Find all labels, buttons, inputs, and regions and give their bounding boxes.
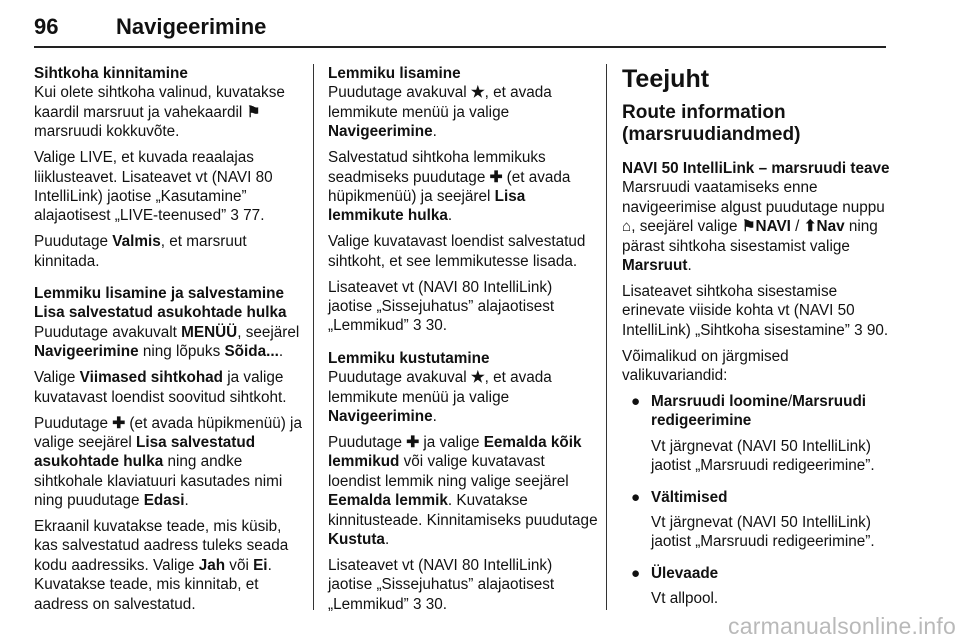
- plus-icon: ✚: [489, 168, 503, 186]
- page-reference[interactable]: 3 30.: [413, 595, 448, 613]
- paragraph: Lisateavet vt (NAVI 80 IntelliLink) jaotise „Sissejuhatus” alajaotisest „Lemmikud” 3 30.: [328, 278, 555, 335]
- column-3: [622, 64, 894, 621]
- page-number: 96: [34, 14, 59, 39]
- watermark: carmanualsonline.info: [728, 613, 956, 639]
- paragraph: Puudutage avakuval ★, et avada lemmikute menüü ja valige Navigeerimine.: [328, 84, 552, 141]
- section-heading-add-favourite: Lemmiku lisamine ja salvestamine: [34, 285, 284, 303]
- paragraph: Marsruudi vaatamiseks enne navigeerimise algust puudutage nuppu ⌂, seejärel valige ⚑NAVI / ⬆Nav ning pärast sihtkoha sisestamist valige Marsruut.: [622, 179, 885, 275]
- paragraph: Võimalikud on järgmised valikuvariandid:: [622, 347, 789, 385]
- options-list: [622, 392, 894, 609]
- paragraph: Puudutage avakuvalt MENÜÜ, seejärel Navigeerimine ning lõpuks Sõida....: [34, 323, 300, 361]
- list-item-description: Vt allpool.: [651, 590, 719, 608]
- home-icon: ⌂: [622, 218, 632, 236]
- section-heading-confirm-destination: Sihtkoha kinnitamine: [34, 65, 188, 82]
- bullet-icon: ●: [631, 488, 641, 506]
- paragraph: Salvestatud sihtkoha lemmikuks seadmiseks puudutage ✚ (et avada hüpikmenüü) ja seejärel Lisa lemmikute hulka.: [328, 149, 571, 225]
- list-item-description: Vt järgnevat (NAVI 50 IntelliLink) jaotist „Marsruudi redigeerimine”.: [651, 514, 875, 551]
- star-icon: ★: [470, 84, 485, 102]
- list-item: ● Marsruudi loomine/Marsruudi redigeerimine Vt järgnevat (NAVI 50 IntelliLink) jaotist „Marsruudi redigeerimine”.: [622, 392, 894, 476]
- flag-icon: ⚑: [246, 103, 261, 121]
- flag-icon: ⚑: [741, 218, 756, 236]
- subsection-heading: NAVI 50 IntelliLink – marsruudi teave: [622, 160, 890, 177]
- list-item-description: Vt järgnevat (NAVI 50 IntelliLink) jaotist „Marsruudi redigeerimine”.: [651, 437, 875, 475]
- column-divider-1: [313, 64, 314, 610]
- paragraph: Lisateavet vt (NAVI 80 IntelliLink) jaotise „Sissejuhatus” alajaotisest „Lemmikud” 3 30.: [328, 556, 555, 613]
- section-heading-delete-favourite: Lemmiku kustutamine: [328, 349, 490, 367]
- plus-icon: ✚: [406, 433, 420, 451]
- paragraph: Valige LIVE, et kuvada reaalajas liiklusteavet. Lisateavet vt (NAVI 80 IntelliLink) jaotise „Kasutamine” alajaotisest „LIVE-teenused” 3 77.: [34, 149, 273, 225]
- page-reference[interactable]: 3 77.: [230, 207, 265, 225]
- column-divider-2: [606, 64, 607, 610]
- paragraph: Puudutage ✚ ja valige Eemalda kõik lemmikud või valige kuvatavast loendist lemmik ning valige seejärel Eemalda lemmik. Kuvatakse kinnitusteade. Kinnitamiseks puudutage Kustuta.: [328, 433, 598, 548]
- subsection-heading: Lisa salvestatud asukohtade hulka: [34, 304, 287, 322]
- header-rule: [34, 46, 886, 48]
- section-heading-add-favourite-short: Lemmiku lisamine: [328, 65, 461, 82]
- column-1: [34, 64, 302, 621]
- plus-icon: ✚: [112, 414, 126, 432]
- bullet-icon: ●: [631, 392, 641, 410]
- paragraph: Ekraanil kuvatakse teade, mis küsib, kas salvestatud aadress tuleks seada kodu aadressiks. Valige Jah või Ei. Kuvatakse teade, mis kinnitab, et aadress on salvestatud.: [34, 518, 289, 613]
- paragraph: Puudutage Valmis, et marsruut kinnitada.: [34, 233, 247, 270]
- paragraph: Puudutage avakuval ★, et avada lemmikute menüü ja valige Navigeerimine.: [328, 369, 552, 425]
- paragraph: Kui olete sihtkoha valinud, kuvatakse kaardil marsruut ja vahekaardil ⚑ marsruudi kokkuvõte.: [34, 84, 285, 141]
- section-title: Teejuht: [622, 65, 710, 93]
- navigation-arrow-icon: ⬆: [803, 218, 817, 236]
- list-item: ● Vältimised Vt järgnevat (NAVI 50 IntelliLink) jaotist „Marsruudi redigeerimine”.: [622, 488, 894, 552]
- column-2: [328, 64, 598, 621]
- list-item: ● Ülevaade Vt allpool.: [622, 564, 894, 609]
- bullet-icon: ●: [631, 564, 641, 582]
- paragraph: Lisateavet sihtkoha sisestamise erinevate viiside kohta vt (NAVI 50 IntelliLink) „Sihtkoha sisestamine” 3 90.: [622, 282, 889, 339]
- paragraph: Puudutage ✚ (et avada hüpikmenüü) ja valige seejärel Lisa salvestatud asukohtade hulka ning andke sihtkohale klaviatuuri kasutades nimi ning puudutage Edasi.: [34, 414, 302, 510]
- paragraph: Valige Viimased sihtkohad ja valige kuvatavast loendist soovitud sihtkoht.: [34, 369, 287, 406]
- page-reference[interactable]: 3 90.: [854, 321, 889, 339]
- star-icon: ★: [470, 369, 485, 387]
- page-reference[interactable]: 3 30.: [413, 317, 448, 335]
- paragraph: Valige kuvatavast loendist salvestatud sihtkoht, et see lemmikutesse lisada.: [328, 233, 586, 270]
- chapter-title: Navigeerimine: [116, 14, 267, 39]
- section-subtitle: Route information (marsruudiandmed): [622, 102, 801, 145]
